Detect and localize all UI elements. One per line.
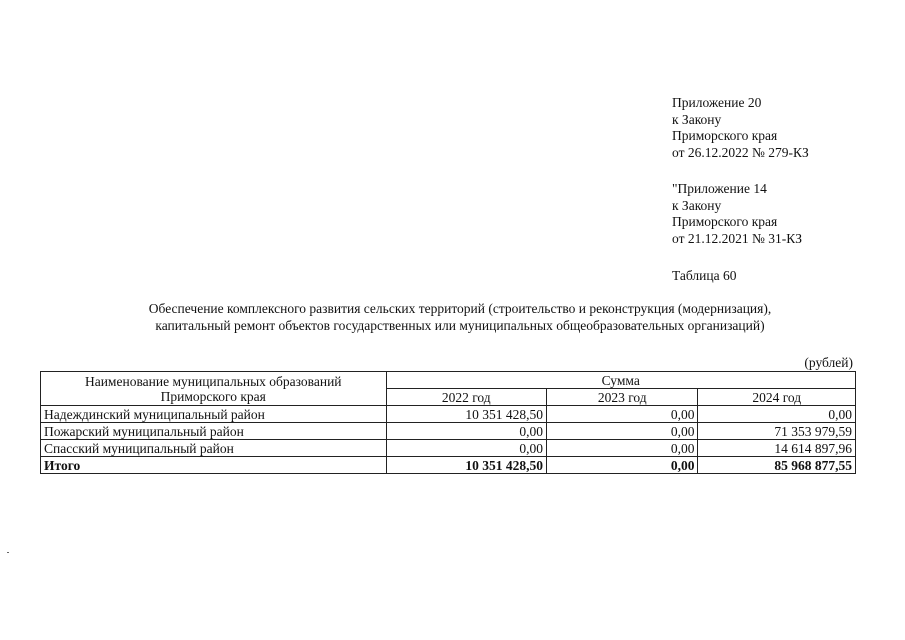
amount-2024: 0,00 [698, 406, 856, 423]
document-title-line-2: капитальный ремонт объектов государственных или муниципальных общеобразовательных организаций) [155, 318, 765, 333]
year-header-2022: 2022 год [386, 389, 547, 406]
document-title-line-1: Обеспечение комплексного развития сельских территорий (строительство и реконструкция (модернизация), [148, 301, 772, 316]
appendix-20-header [672, 95, 809, 161]
appendix-14-title: "Приложение 14 [672, 181, 767, 196]
appendix-20-law: к Закону [672, 111, 722, 127]
municipality-name: Спасский муниципальный район [41, 440, 387, 457]
table-row [41, 423, 856, 440]
municipality-name: Надеждинский муниципальный район [41, 406, 387, 423]
appendix-14-date: от 21.12.2021 № 31-КЗ [672, 230, 802, 246]
municipality-header-line-2: Приморского края [160, 388, 266, 404]
municipality-header-line-1: Наименование муниципальных образований [84, 373, 342, 389]
amount-2023: 0,00 [547, 440, 698, 457]
total-2024: 85 968 877,55 [698, 457, 856, 474]
amount-2024: 14 614 897,96 [698, 440, 856, 457]
amount-2023: 0,00 [547, 423, 698, 440]
scan-speck [7, 552, 9, 553]
table-row [41, 406, 856, 423]
total-row [41, 457, 856, 474]
appendix-14-header [672, 181, 802, 247]
total-2023: 0,00 [547, 457, 698, 474]
appendix-20-region: Приморского края [672, 128, 778, 143]
amount-2023: 0,00 [547, 406, 698, 423]
table-row [41, 440, 856, 457]
amount-2022: 10 351 428,50 [386, 406, 547, 423]
municipality-column-header [41, 372, 387, 406]
year-header-2023: 2023 год [547, 389, 698, 406]
municipality-name: Пожарский муниципальный район [41, 423, 387, 440]
appendix-20-date: от 26.12.2022 № 279-КЗ [672, 144, 809, 160]
year-header-2024: 2024 год [698, 389, 856, 406]
total-label: Итого [41, 457, 387, 474]
sum-column-header: Сумма [386, 372, 856, 389]
header-row-1 [41, 372, 856, 389]
total-2022: 10 351 428,50 [386, 457, 547, 474]
amount-2024: 71 353 979,59 [698, 423, 856, 440]
appendix-14-law: к Закону [672, 197, 722, 213]
appendix-14-region: Приморского края [672, 214, 778, 229]
appendix-20-title: Приложение 20 [672, 95, 762, 110]
table-number: Таблица 60 [672, 268, 737, 283]
document-title [60, 300, 860, 334]
funding-table [40, 371, 856, 474]
amount-2022: 0,00 [386, 423, 547, 440]
units-label: (рублей) [804, 355, 853, 370]
amount-2022: 0,00 [386, 440, 547, 457]
